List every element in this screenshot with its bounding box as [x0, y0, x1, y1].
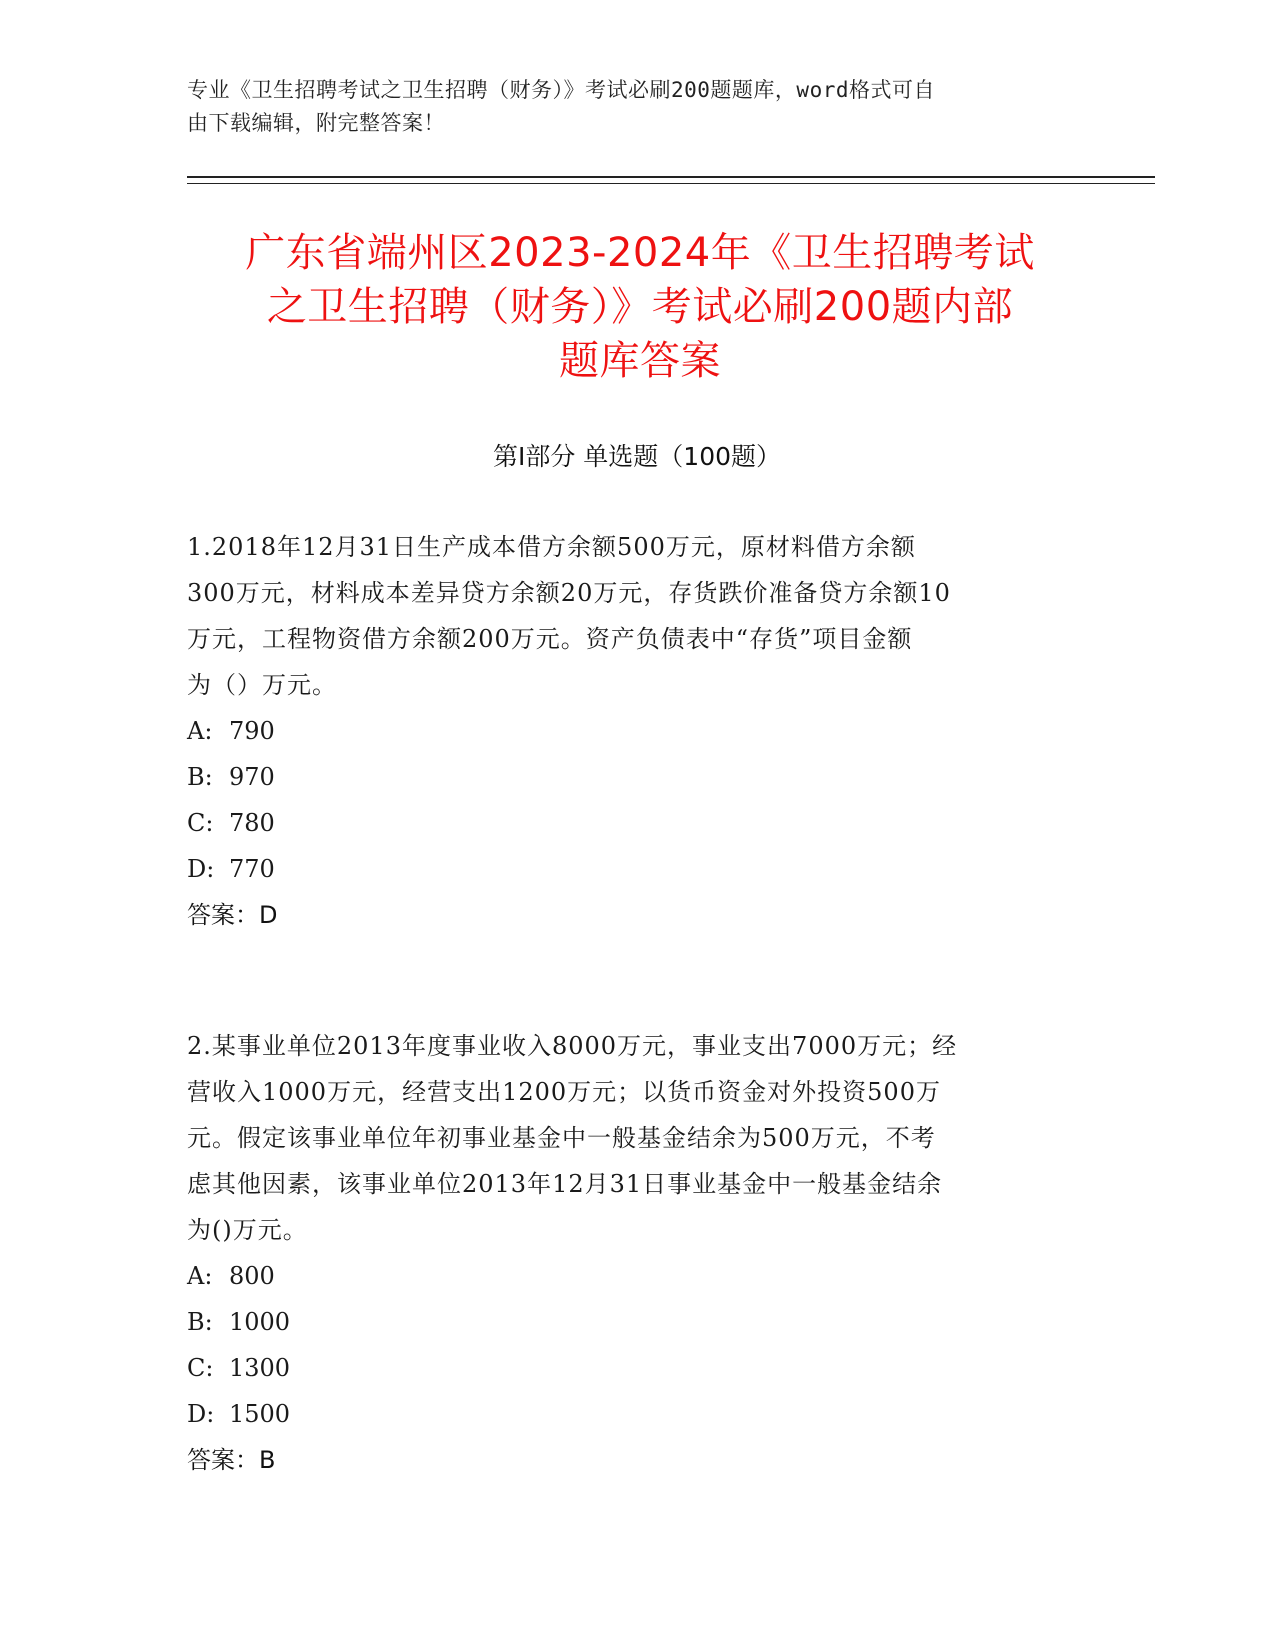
option-d — [187, 1391, 1087, 1437]
question-2 — [187, 1023, 1087, 1483]
header-note-line-1: 专业《卫生招聘考试之卫生招聘（财务）》考试必刷200题题库，word格式可自 — [187, 78, 935, 102]
answer-line: 答案：B — [187, 1446, 276, 1474]
question-stem-line: 2.某事业单位2013年度事业收入8000万元，事业支出7000万元；经 — [187, 1032, 958, 1060]
option-text: 1000 — [229, 1308, 291, 1336]
option-letter: C: — [187, 809, 214, 837]
question-stem-line: 300万元，材料成本差异贷方余额20万元，存货跌价准备贷方余额10 — [187, 579, 951, 607]
document-title-line-2: 之卫生招聘（财务）》考试必刷200题内部 — [266, 284, 1014, 330]
header-divider-thick — [187, 176, 1155, 178]
option-letter: D: — [187, 1400, 215, 1428]
option-b — [187, 754, 1087, 800]
question-stem — [187, 1023, 1087, 1253]
option-text: 1500 — [229, 1400, 291, 1428]
question-stem-line: 1.2018年12月31日生产成本借方余额500万元，原材料借方余额 — [187, 533, 916, 561]
option-b — [187, 1299, 1087, 1345]
question-stem-line: 元。假定该事业单位年初事业基金中一般基金结余为500万元，不考 — [187, 1124, 936, 1152]
option-letter: A: — [187, 1262, 213, 1290]
answer-line: 答案：D — [187, 901, 278, 929]
option-text: 790 — [229, 717, 275, 745]
question-stem-line: 万元，工程物资借方余额200万元。资产负债表中“存货”项目金额 — [187, 625, 913, 653]
question-1 — [187, 524, 1087, 938]
option-text: 770 — [229, 855, 275, 883]
document-title-line-3: 题库答案 — [559, 338, 721, 384]
option-d — [187, 846, 1087, 892]
option-letter: A: — [187, 717, 213, 745]
question-stem-line: 为()万元。 — [187, 1216, 308, 1244]
option-letter: B: — [187, 1308, 213, 1336]
option-c — [187, 800, 1087, 846]
option-text: 970 — [229, 763, 275, 791]
document-title-line-1: 广东省端州区2023-2024年《卫生招聘考试 — [245, 230, 1035, 276]
option-text: 800 — [229, 1262, 275, 1290]
section-title: 第Ⅰ部分 单选题（100题） — [492, 442, 782, 471]
option-text: 1300 — [229, 1354, 291, 1382]
option-a — [187, 1253, 1087, 1299]
header-note — [187, 74, 1087, 140]
option-letter: B: — [187, 763, 213, 791]
option-letter: D: — [187, 855, 215, 883]
option-letter: C: — [187, 1354, 214, 1382]
question-stem-line: 为（）万元。 — [187, 671, 337, 699]
header-note-line-2: 由下载编辑，附完整答案！ — [187, 111, 445, 135]
question-stem-line: 虑其他因素，该事业单位2013年12月31日事业基金中一般基金结余 — [187, 1170, 943, 1198]
option-text: 780 — [229, 809, 275, 837]
question-stem-line: 营收入1000万元，经营支出1200万元；以货币资金对外投资500万 — [187, 1078, 941, 1106]
option-c — [187, 1345, 1087, 1391]
document-title — [190, 226, 1090, 388]
header-divider-thin — [187, 183, 1155, 184]
question-stem — [187, 524, 1087, 708]
option-a — [187, 708, 1087, 754]
